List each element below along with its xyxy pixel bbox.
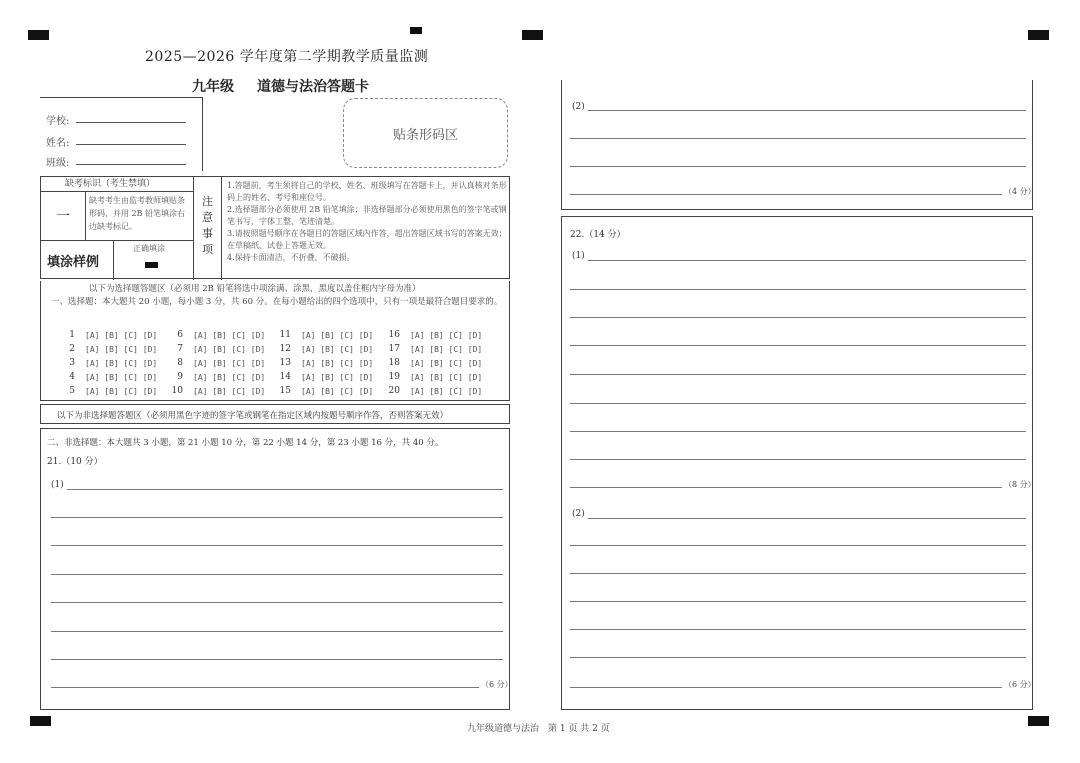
class-field[interactable] bbox=[76, 164, 186, 165]
q22-part2-score: （6 分） bbox=[1004, 680, 1036, 689]
answer-bubbles[interactable]: [A] [B] [C] [D] bbox=[410, 345, 483, 354]
registration-mark bbox=[28, 30, 49, 40]
school-field[interactable] bbox=[76, 122, 186, 123]
answer-line[interactable] bbox=[570, 629, 1026, 630]
notice-heading-char: 事 bbox=[202, 227, 213, 240]
question-number: 18 bbox=[388, 358, 400, 368]
notice-item: 3.请按照题号顺序在各题目的答题区域内作答，超出答题区域书写的答案无效；在草稿纸、试卷上答题无效。 bbox=[227, 229, 507, 250]
answer-line[interactable] bbox=[51, 631, 503, 632]
question-number: 5 bbox=[69, 386, 75, 396]
answer-bubbles[interactable]: [A] [B] [C] [D] bbox=[85, 373, 158, 382]
q21-part1-label: (1) bbox=[51, 480, 64, 490]
choice-banner: 以下为选择题答题区（必须用 2B 铅笔将选中项涂满、涂黑，黑度以盖住框内字母为准） bbox=[89, 284, 421, 294]
question-number: 17 bbox=[388, 344, 400, 354]
answer-line[interactable] bbox=[51, 545, 503, 546]
absence-text: 缺考考生由监考教师填贴条形码，并用 2B 铅笔填涂右边缺考标记。 bbox=[89, 196, 186, 231]
notice-list bbox=[227, 180, 507, 264]
question-number: 6 bbox=[177, 330, 183, 340]
question-number: 1 bbox=[69, 330, 75, 340]
question-number: 10 bbox=[171, 386, 183, 396]
absence-notice-table bbox=[40, 176, 510, 279]
registration-mark bbox=[410, 27, 422, 34]
grade-label: 九年级 bbox=[192, 79, 234, 95]
answer-line[interactable] bbox=[51, 602, 503, 603]
q21-label: 21.（10 分） bbox=[47, 457, 103, 467]
question-number: 9 bbox=[177, 372, 183, 382]
answer-bubbles[interactable]: [A] [B] [C] [D] bbox=[301, 387, 374, 396]
answer-card-title: 道德与法治答题卡 bbox=[257, 79, 369, 95]
answer-line[interactable] bbox=[570, 403, 1026, 404]
answer-line[interactable] bbox=[570, 194, 1002, 195]
choice-instruction: 一、选择题：本大题共 20 小题，每小题 3 分，共 60 分。在每小题给出的四个选项中，只有一项是最符合题目要求的。 bbox=[51, 297, 503, 307]
answer-bubbles[interactable]: [A] [B] [C] [D] bbox=[193, 331, 266, 340]
notice-heading-char: 意 bbox=[202, 211, 213, 224]
choice-section bbox=[40, 281, 510, 401]
registration-mark bbox=[1028, 30, 1049, 40]
question-number: 19 bbox=[388, 372, 400, 382]
name-label: 姓名: bbox=[46, 138, 70, 149]
fill-sample-section bbox=[41, 241, 194, 280]
answer-line[interactable] bbox=[570, 657, 1026, 658]
q22-label: 22.（14 分） bbox=[570, 230, 626, 240]
answer-line[interactable] bbox=[51, 574, 503, 575]
answer-line[interactable] bbox=[51, 659, 503, 660]
student-info-box bbox=[40, 97, 203, 171]
answer-bubbles[interactable]: [A] [B] [C] [D] bbox=[301, 345, 374, 354]
notice-heading-char: 项 bbox=[202, 243, 213, 256]
notice-heading-char: 注 bbox=[202, 195, 213, 208]
nonchoice-banner: 以下为非选择题答题区（必须用黑色字迹的签字笔或钢笔在指定区域内按题号顺序作答，否则答案无效） bbox=[57, 411, 449, 421]
question-number: 2 bbox=[69, 344, 75, 354]
q21-part1-score: （6 分） bbox=[481, 680, 513, 689]
answer-bubbles[interactable]: [A] [B] [C] [D] bbox=[193, 359, 266, 368]
class-label: 班级: bbox=[46, 158, 70, 169]
answer-line[interactable] bbox=[570, 289, 1026, 290]
absence-mark-cell bbox=[41, 192, 86, 241]
answer-bubbles[interactable]: [A] [B] [C] [D] bbox=[193, 345, 266, 354]
answer-line[interactable] bbox=[570, 431, 1026, 432]
answer-bubbles[interactable]: [A] [B] [C] [D] bbox=[301, 373, 374, 382]
question-number: 4 bbox=[69, 372, 75, 382]
registration-mark bbox=[522, 30, 543, 40]
school-label: 学校: bbox=[46, 116, 70, 127]
answer-line[interactable] bbox=[588, 260, 1026, 261]
answer-line[interactable] bbox=[51, 517, 503, 518]
question-number: 3 bbox=[69, 358, 75, 368]
q21-intro: 二、非选择题：本大题共 3 小题，第 21 小题 10 分，第 22 小题 14 分，第 23 小题 16 分，共 40 分。 bbox=[47, 438, 444, 448]
answer-bubbles[interactable]: [A] [B] [C] [D] bbox=[85, 331, 158, 340]
q21-part2-label: (2) bbox=[572, 102, 585, 112]
answer-line[interactable] bbox=[570, 573, 1026, 574]
answer-line[interactable] bbox=[51, 687, 479, 688]
registration-mark bbox=[1028, 716, 1049, 726]
exam-title: 2025—2026 学年度第二学期教学质量监测 bbox=[145, 49, 429, 65]
fill-sample-divider bbox=[113, 241, 114, 280]
answer-line[interactable] bbox=[588, 110, 1026, 111]
question-number: 13 bbox=[279, 358, 291, 368]
answer-bubbles[interactable]: [A] [B] [C] [D] bbox=[410, 387, 483, 396]
registration-mark bbox=[30, 716, 51, 726]
notice-item: 1.答题前，考生须将自己的学校、姓名、班级填写在答题卡上，并认真核对条形码上的姓名、考号和座位号。 bbox=[227, 181, 507, 202]
absence-section bbox=[41, 177, 194, 241]
answer-bubbles[interactable]: [A] [B] [C] [D] bbox=[410, 331, 483, 340]
answer-line[interactable] bbox=[588, 518, 1026, 519]
answer-line[interactable] bbox=[570, 374, 1026, 375]
answer-line[interactable] bbox=[570, 545, 1026, 546]
question-number: 15 bbox=[279, 386, 291, 396]
answer-line[interactable] bbox=[570, 166, 1026, 167]
question-number: 7 bbox=[177, 344, 183, 354]
q21-part2-box bbox=[561, 80, 1036, 210]
question-number: 11 bbox=[279, 330, 291, 340]
notice-heading-cell bbox=[194, 177, 222, 280]
notice-item: 4.保持卡面清洁，不折叠，不破损。 bbox=[227, 253, 355, 262]
answer-bubbles[interactable]: [A] [B] [C] [D] bbox=[193, 373, 266, 382]
answer-bubbles[interactable]: [A] [B] [C] [D] bbox=[85, 387, 158, 396]
barcode-area: 贴条形码区 bbox=[343, 98, 508, 168]
nonchoice-banner-box bbox=[40, 404, 510, 424]
absence-title: 缺考标识（考生禁填） bbox=[65, 179, 156, 189]
question-number: 16 bbox=[388, 330, 400, 340]
answer-line[interactable] bbox=[570, 138, 1026, 139]
answer-bubbles[interactable]: [A] [B] [C] [D] bbox=[410, 359, 483, 368]
answer-bubbles[interactable]: [A] [B] [C] [D] bbox=[301, 331, 374, 340]
fill-sample-label: 填涂样例 bbox=[47, 255, 100, 270]
q22-part1-label: (1) bbox=[572, 251, 585, 261]
answer-line[interactable] bbox=[570, 601, 1026, 602]
question-number: 8 bbox=[177, 358, 183, 368]
answer-line[interactable] bbox=[570, 487, 1002, 488]
answer-line[interactable] bbox=[570, 345, 1026, 346]
answer-bubbles[interactable]: [A] [B] [C] [D] bbox=[301, 359, 374, 368]
q21-answer-box bbox=[40, 428, 513, 710]
correct-fill-mark bbox=[145, 262, 158, 268]
answer-line[interactable] bbox=[570, 317, 1026, 318]
notice-item: 2.选择题部分必须使用 2B 铅笔填涂；非选择题部分必须使用黑色的签字笔或钢笔书写，字体工整、笔迹清楚。 bbox=[227, 205, 507, 226]
answer-line[interactable] bbox=[570, 687, 1002, 688]
answer-line[interactable] bbox=[67, 489, 503, 490]
question-number: 20 bbox=[388, 386, 400, 396]
question-number: 12 bbox=[279, 344, 291, 354]
name-field[interactable] bbox=[76, 144, 186, 145]
answer-line[interactable] bbox=[570, 459, 1026, 460]
absence-mark[interactable]: 一 bbox=[56, 209, 70, 225]
correct-fill-label: 正确填涂 bbox=[133, 244, 165, 253]
q22-part2-label: (2) bbox=[572, 509, 585, 519]
q21-part2-score: （4 分） bbox=[1004, 187, 1036, 196]
answer-bubbles[interactable]: [A] [B] [C] [D] bbox=[85, 345, 158, 354]
page-footer: 九年级道德与法治 第 1 页 共 2 页 bbox=[467, 724, 610, 734]
answer-bubbles[interactable]: [A] [B] [C] [D] bbox=[85, 359, 158, 368]
answer-bubbles[interactable]: [A] [B] [C] [D] bbox=[193, 387, 266, 396]
q22-part1-score: （8 分） bbox=[1004, 480, 1036, 489]
answer-bubbles[interactable]: [A] [B] [C] [D] bbox=[410, 373, 483, 382]
question-number: 14 bbox=[279, 372, 291, 382]
q22-answer-box bbox=[561, 216, 1036, 710]
